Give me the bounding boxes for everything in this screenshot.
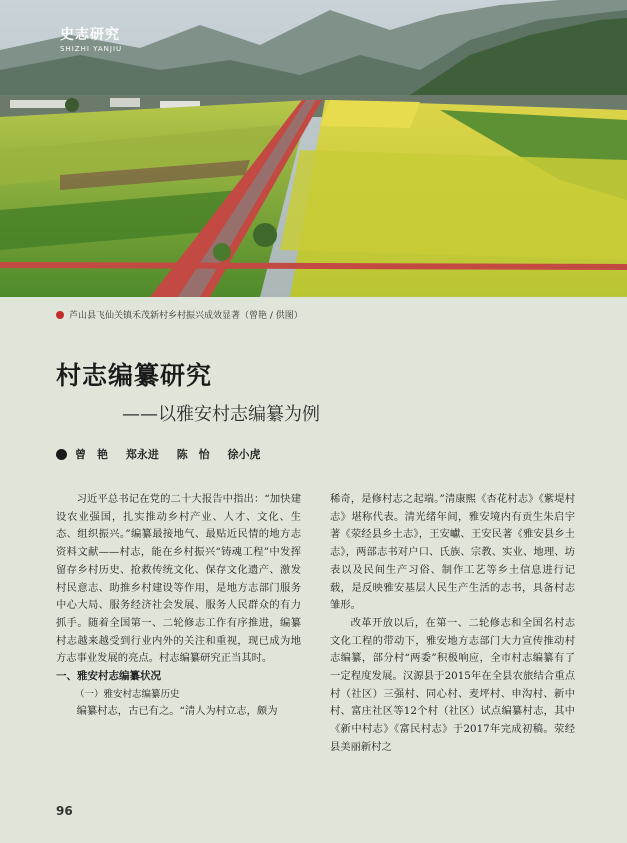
caption-text: 芦山县飞仙关镇禾茂新村乡村振兴成效显著（曾艳 / 供图） <box>69 311 303 321</box>
author-4: 徐小虎 <box>227 448 261 461</box>
paragraph: 稀奇，是修村志之起端。”清康熙《杏花村志》《紫堤村志》堪称代表。清光绪年间，雅安境内有贡生朱启宇著《荥经县乡土志》，王安巘、王安民著《雅安县乡土志》，两部志书对户口、氏族、宗教、实业、地理、坊表以及民间生产习俗、制作工艺等乡土信息进行记载，是反映雅安基层人民生产生活的志书，具备村志雏形。 <box>330 493 575 612</box>
author-names <box>75 446 275 462</box>
paragraph: 改革开放以后，在第一、二轮修志和全国名村志文化工程的带动下，雅安地方志部门大力宣传推动村志编纂，部分村“两委”积极响应，全市村志编纂有了一定程度发展。汉源县于2015年在全县农旅结合重点村（社区）三强村、同心村、麦坪村、申沟村、新中村、富庄社区等12个村（社区）试点编纂村志，其中《新中村志》《富民村志》于2017年完成初稿。荥经县美丽新村之 <box>330 616 575 753</box>
author-3: 陈 怡 <box>176 448 210 461</box>
article-subtitle: ——以雅安村志编纂为例 <box>122 404 320 425</box>
paragraph: 习近平总书记在党的二十大报告中指出：“加快建设农业强国，扎实推动乡村产业、人才、文化、生态、组织振兴。”编纂最接地气、最贴近民情的地方志资料文献——村志，能在乡村振兴“铸魂工程”中发挥留存乡村历史、抢救传统文化、保存文化遗产、激发村民意志、助推乡村建设等作用，是地方志部门服务中心大局、服务经济社会发展、服务人民群众的有力抓手。随着全国第一、二轮修志工作有序推进，编纂村志越来越受到行业内外的关注和重视，现已成为地方志事业发展的亮点。村志编纂研究正当其时。 <box>56 493 301 665</box>
body-column-right <box>330 491 575 757</box>
subsection-heading: （一）雅安村志编纂历史 <box>75 688 180 700</box>
paragraph: 编纂村志，古已有之。“清人为村立志，颇为 <box>76 705 278 718</box>
journal-brand <box>60 24 122 53</box>
section-heading: 一、雅安村志编纂状况 <box>56 670 161 683</box>
author-2: 郑永进 <box>125 448 159 461</box>
photo-caption <box>56 308 303 321</box>
page-number: 96 <box>56 804 73 818</box>
body-column-left <box>56 491 301 721</box>
author-1: 曾 艳 <box>75 448 108 461</box>
author-line <box>56 446 275 462</box>
brand-en: SHIZHI YANJIU <box>60 45 123 53</box>
author-bullet-icon <box>56 449 67 460</box>
brand-zh: 史志研究 <box>60 27 120 43</box>
caption-bullet-icon <box>56 311 64 319</box>
article-title: 村志编纂研究 <box>56 361 213 390</box>
